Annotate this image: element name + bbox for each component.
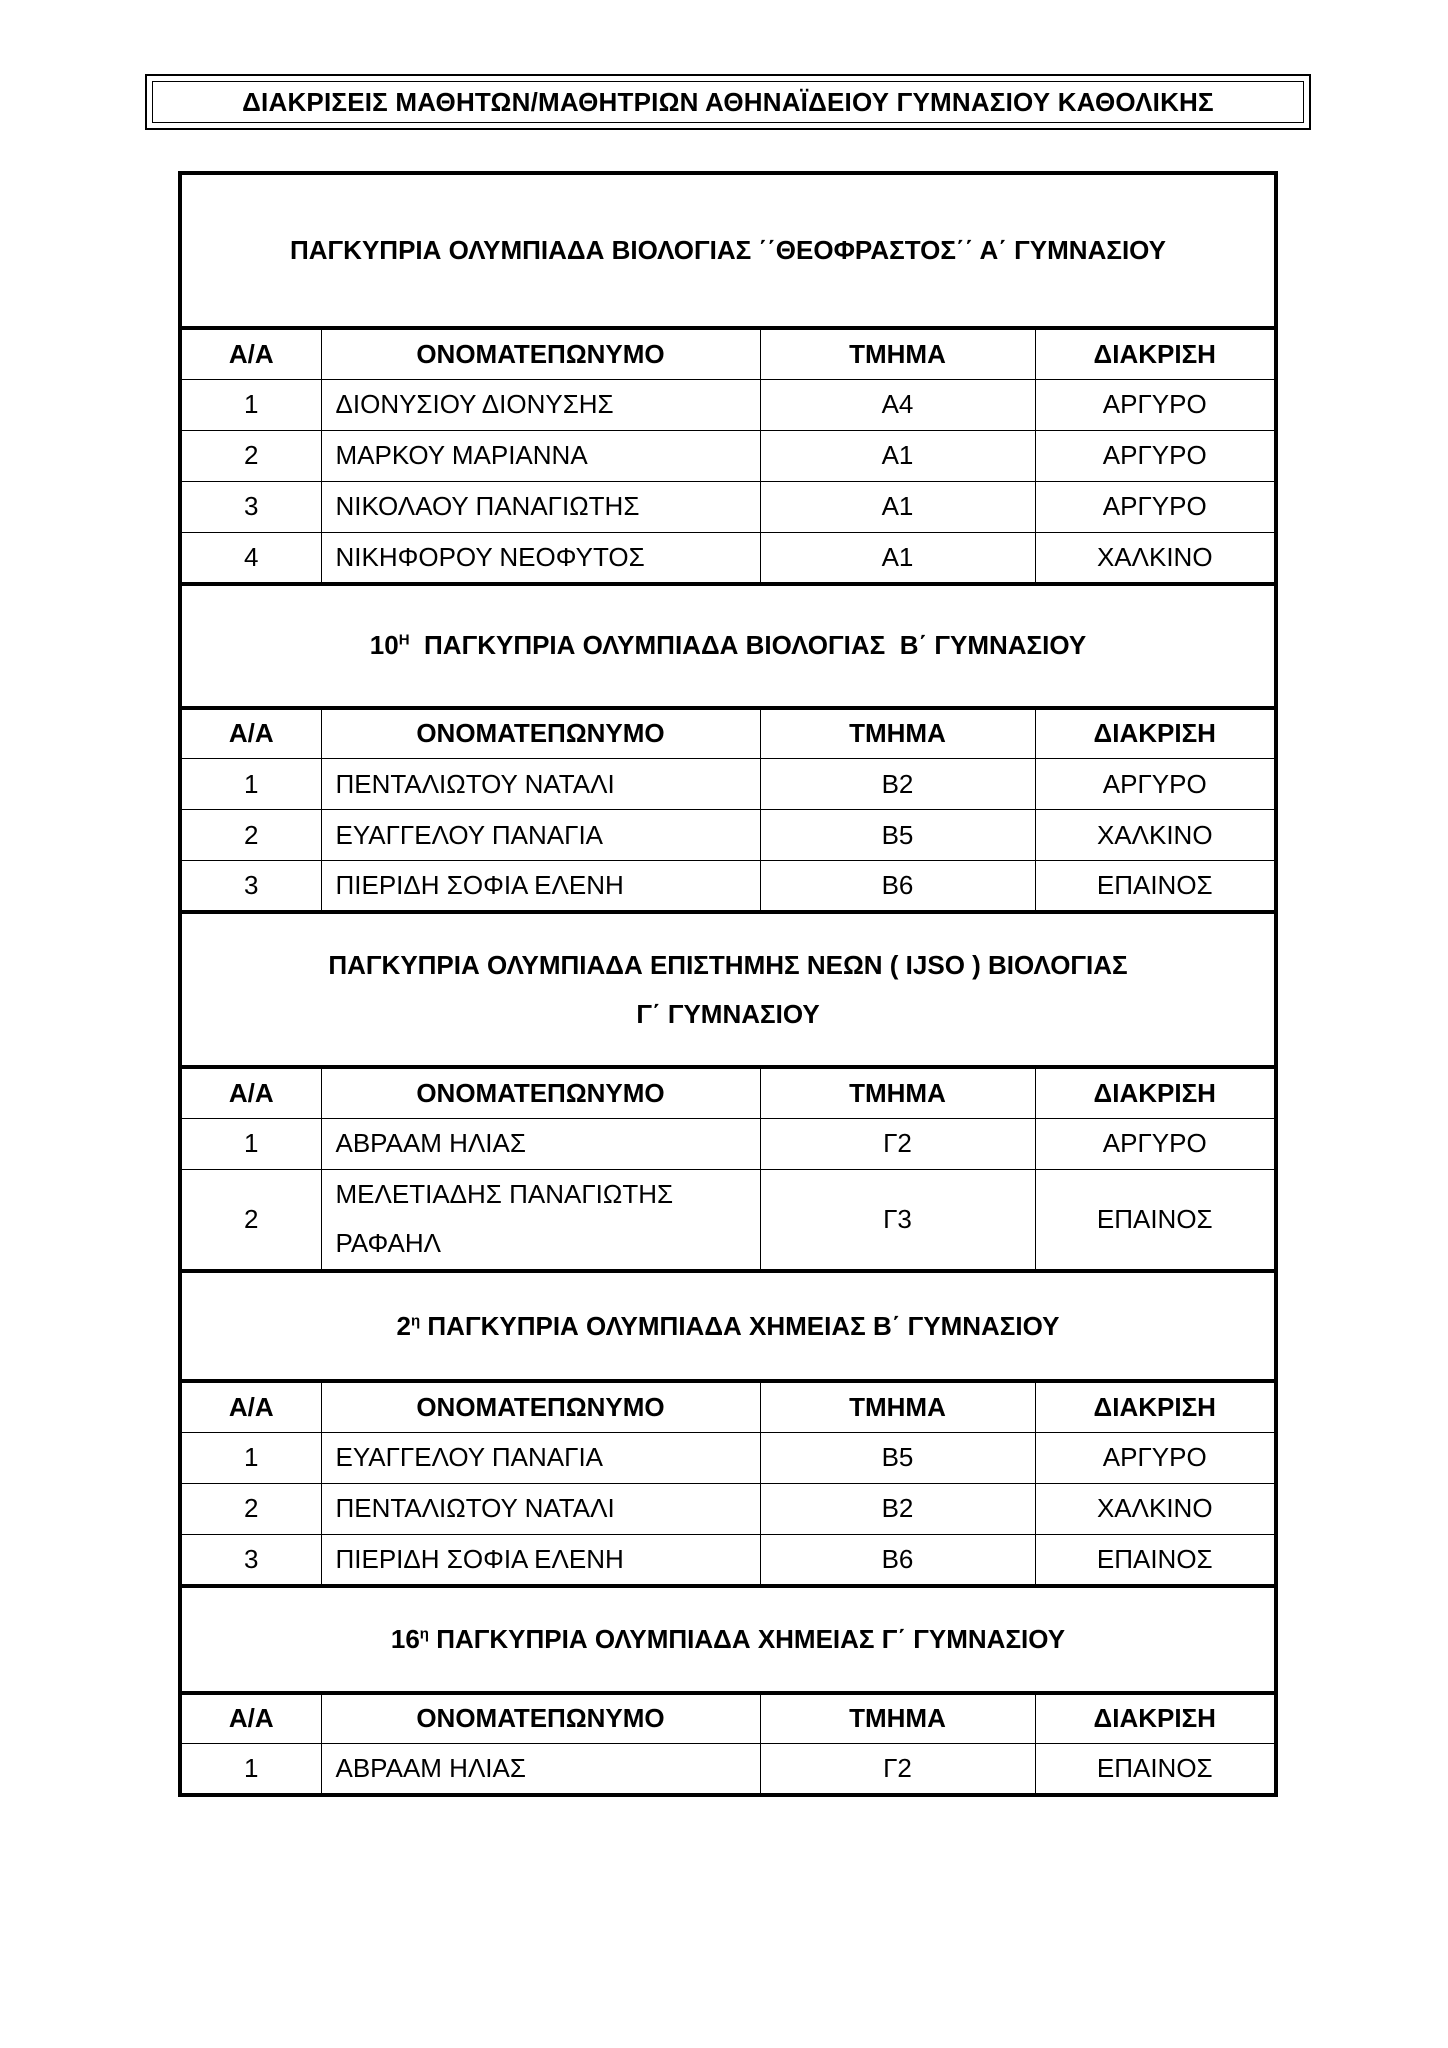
column-header-award: ΔΙΑΚΡΙΣΗ <box>1035 1067 1276 1118</box>
table-row <box>180 810 1276 861</box>
column-header-name: ΟΝΟΜΑΤΕΠΩΝΥΜΟ <box>321 708 760 759</box>
column-header-row <box>180 1693 1276 1744</box>
row-index: 1 <box>180 759 321 810</box>
row-award: ΑΡΓΥΡΟ <box>1035 379 1276 430</box>
row-class: Β2 <box>760 759 1035 810</box>
row-name: ΕΥΑΓΓΕΛΟΥ ΠΑΝΑΓΙΑ <box>321 810 760 861</box>
row-name: ΝΙΚΗΦΟΡΟΥ ΝΕΟΦΥΤΟΣ <box>321 532 760 584</box>
row-name: ΝΙΚΟΛΑΟΥ ΠΑΝΑΓΙΩΤΗΣ <box>321 481 760 532</box>
row-class: Γ2 <box>760 1744 1035 1796</box>
row-class: Α4 <box>760 379 1035 430</box>
row-name: ΑΒΡΑΑΜ ΗΛΙΑΣ <box>321 1744 760 1796</box>
table-row <box>180 1118 1276 1169</box>
row-name-line2: ΡΑΦΑΗΛ <box>335 1228 441 1259</box>
row-index: 3 <box>180 861 321 913</box>
column-header-index: Α/Α <box>180 1067 321 1118</box>
row-award: ΕΠΑΙΝΟΣ <box>1035 1744 1276 1796</box>
row-class: Β6 <box>760 861 1035 913</box>
table-row <box>180 430 1276 481</box>
section-title <box>180 1271 1276 1381</box>
section-title: ΠΑΓΚΥΠΡΙΑ ΟΛΥΜΠΙΑΔΑ ΒΙΟΛΟΓΙΑΣ ΄΄ΘΕΟΦΡΑΣΤΟΣ΄΄ Α΄ ΓΥΜΝΑΣΙΟΥ <box>180 173 1276 328</box>
column-header-name: ΟΝΟΜΑΤΕΠΩΝΥΜΟ <box>321 1381 760 1432</box>
section-title-text: ΠΑΓΚΥΠΡΙΑ ΟΛΥΜΠΙΑΔΑ ΧΗΜΕΙΑΣ Β΄ ΓΥΜΝΑΣΙΟΥ <box>427 1310 1060 1341</box>
row-class: Α1 <box>760 481 1035 532</box>
column-header-name: ΟΝΟΜΑΤΕΠΩΝΥΜΟ <box>321 1693 760 1744</box>
section-title-text: ΠΑΓΚΥΠΡΙΑ ΟΛΥΜΠΙΑΔΑ ΒΙΟΛΟΓΙΑΣ Β΄ ΓΥΜΝΑΣΙΟΥ <box>424 630 1087 660</box>
table-row <box>180 1483 1276 1534</box>
row-class: Α1 <box>760 532 1035 584</box>
row-name: ΠΕΝΤΑΛΙΩΤΟΥ ΝΑΤΑΛΙ <box>321 759 760 810</box>
column-header-award: ΔΙΑΚΡΙΣΗ <box>1035 1693 1276 1744</box>
row-index: 2 <box>180 810 321 861</box>
table-row <box>180 861 1276 913</box>
section-header <box>180 584 1276 708</box>
row-class: Α1 <box>760 430 1035 481</box>
row-award: ΕΠΑΙΝΟΣ <box>1035 1534 1276 1586</box>
row-award: ΕΠΑΙΝΟΣ <box>1035 1169 1276 1271</box>
section-title-superscript: η <box>419 1624 429 1642</box>
row-award: ΑΡΓΥΡΟ <box>1035 430 1276 481</box>
column-header-name: ΟΝΟΜΑΤΕΠΩΝΥΜΟ <box>321 328 760 379</box>
table-row <box>180 759 1276 810</box>
row-index: 1 <box>180 1118 321 1169</box>
document-title <box>145 74 1311 130</box>
column-header-row <box>180 708 1276 759</box>
section-title <box>180 584 1276 708</box>
table-row <box>180 1534 1276 1586</box>
row-index: 2 <box>180 1169 321 1271</box>
section-title-text: ΠΑΓΚΥΠΡΙΑ ΟΛΥΜΠΙΑΔΑ ΧΗΜΕΙΑΣ Γ΄ ΓΥΜΝΑΣΙΟΥ <box>436 1623 1066 1654</box>
row-index: 1 <box>180 379 321 430</box>
row-award: ΧΑΛΚΙΝΟ <box>1035 532 1276 584</box>
row-name: ΕΥΑΓΓΕΛΟΥ ΠΑΝΑΓΙΑ <box>321 1432 760 1483</box>
row-award: ΑΡΓΥΡΟ <box>1035 1118 1276 1169</box>
row-name: ΠΙΕΡΙΔΗ ΣΟΦΙΑ ΕΛΕΝΗ <box>321 861 760 913</box>
section-header <box>180 1271 1276 1381</box>
row-class: Β5 <box>760 1432 1035 1483</box>
column-header-index: Α/Α <box>180 708 321 759</box>
table-row <box>180 1169 1276 1271</box>
row-index: 2 <box>180 1483 321 1534</box>
section-title-superscript: Η <box>398 631 410 649</box>
section-title-line1: ΠΑΓΚΥΠΡΙΑ ΟΛΥΜΠΙΑΔΑ ΕΠΙΣΤΗΜΗΣ ΝΕΩΝ ( IJSO ) ΒΙΟΛΟΓΙΑΣ <box>328 949 1128 980</box>
row-index: 2 <box>180 430 321 481</box>
row-name: ΠΕΝΤΑΛΙΩΤΟΥ ΝΑΤΑΛΙ <box>321 1483 760 1534</box>
section-title-number: 2 <box>396 1310 411 1341</box>
row-class: Β6 <box>760 1534 1035 1586</box>
row-index: 4 <box>180 532 321 584</box>
awards-table <box>178 171 1278 1797</box>
column-header-class: ΤΜΗΜΑ <box>760 1067 1035 1118</box>
row-award: ΑΡΓΥΡΟ <box>1035 1432 1276 1483</box>
section-title-superscript: η <box>411 1311 421 1329</box>
row-award: ΑΡΓΥΡΟ <box>1035 759 1276 810</box>
column-header-class: ΤΜΗΜΑ <box>760 328 1035 379</box>
table-row <box>180 481 1276 532</box>
column-header-class: ΤΜΗΜΑ <box>760 1381 1035 1432</box>
section-title-number: 10 <box>369 630 399 660</box>
table-row <box>180 1432 1276 1483</box>
row-class: Γ2 <box>760 1118 1035 1169</box>
document-title-text: ΔΙΑΚΡΙΣΕΙΣ ΜΑΘΗΤΩΝ/ΜΑΘΗΤΡΙΩΝ ΑΘΗΝΑΪΔΕΙΟΥ ΓΥΜΝΑΣΙΟΥ ΚΑΘΟΛΙΚΗΣ <box>242 86 1214 117</box>
row-name-line1: ΜΕΛΕΤΙΑΔΗΣ ΠΑΝΑΓΙΩΤΗΣ <box>335 1179 674 1210</box>
row-index: 3 <box>180 481 321 532</box>
section-title <box>180 912 1276 1067</box>
column-header-award: ΔΙΑΚΡΙΣΗ <box>1035 1381 1276 1432</box>
row-name: ΑΒΡΑΑΜ ΗΛΙΑΣ <box>321 1118 760 1169</box>
section-title <box>180 1586 1276 1693</box>
row-name: ΔΙΟΝΥΣΙΟΥ ΔΙΟΝΥΣΗΣ <box>321 379 760 430</box>
column-header-class: ΤΜΗΜΑ <box>760 708 1035 759</box>
section-title-number: 16 <box>390 1623 420 1654</box>
row-award: ΧΑΛΚΙΝΟ <box>1035 810 1276 861</box>
section-header <box>180 173 1276 328</box>
row-award: ΧΑΛΚΙΝΟ <box>1035 1483 1276 1534</box>
row-index: 1 <box>180 1432 321 1483</box>
row-name: ΠΙΕΡΙΔΗ ΣΟΦΙΑ ΕΛΕΝΗ <box>321 1534 760 1586</box>
row-index: 3 <box>180 1534 321 1586</box>
row-class: Β2 <box>760 1483 1035 1534</box>
table-row <box>180 379 1276 430</box>
section-header <box>180 912 1276 1067</box>
table-row <box>180 532 1276 584</box>
section-title-line2: Γ΄ ΓΥΜΝΑΣΙΟΥ <box>636 998 820 1029</box>
section-header <box>180 1586 1276 1693</box>
column-header-award: ΔΙΑΚΡΙΣΗ <box>1035 708 1276 759</box>
column-header-row <box>180 1381 1276 1432</box>
column-header-index: Α/Α <box>180 328 321 379</box>
column-header-award: ΔΙΑΚΡΙΣΗ <box>1035 328 1276 379</box>
row-index: 1 <box>180 1744 321 1796</box>
column-header-index: Α/Α <box>180 1381 321 1432</box>
column-header-class: ΤΜΗΜΑ <box>760 1693 1035 1744</box>
column-header-name: ΟΝΟΜΑΤΕΠΩΝΥΜΟ <box>321 1067 760 1118</box>
row-award: ΑΡΓΥΡΟ <box>1035 481 1276 532</box>
row-class: Γ3 <box>760 1169 1035 1271</box>
column-header-index: Α/Α <box>180 1693 321 1744</box>
row-name <box>321 1169 760 1271</box>
table-row <box>180 1744 1276 1796</box>
row-name: ΜΑΡΚΟΥ ΜΑΡΙΑΝΝΑ <box>321 430 760 481</box>
row-class: Β5 <box>760 810 1035 861</box>
column-header-row <box>180 328 1276 379</box>
column-header-row <box>180 1067 1276 1118</box>
row-award: ΕΠΑΙΝΟΣ <box>1035 861 1276 913</box>
